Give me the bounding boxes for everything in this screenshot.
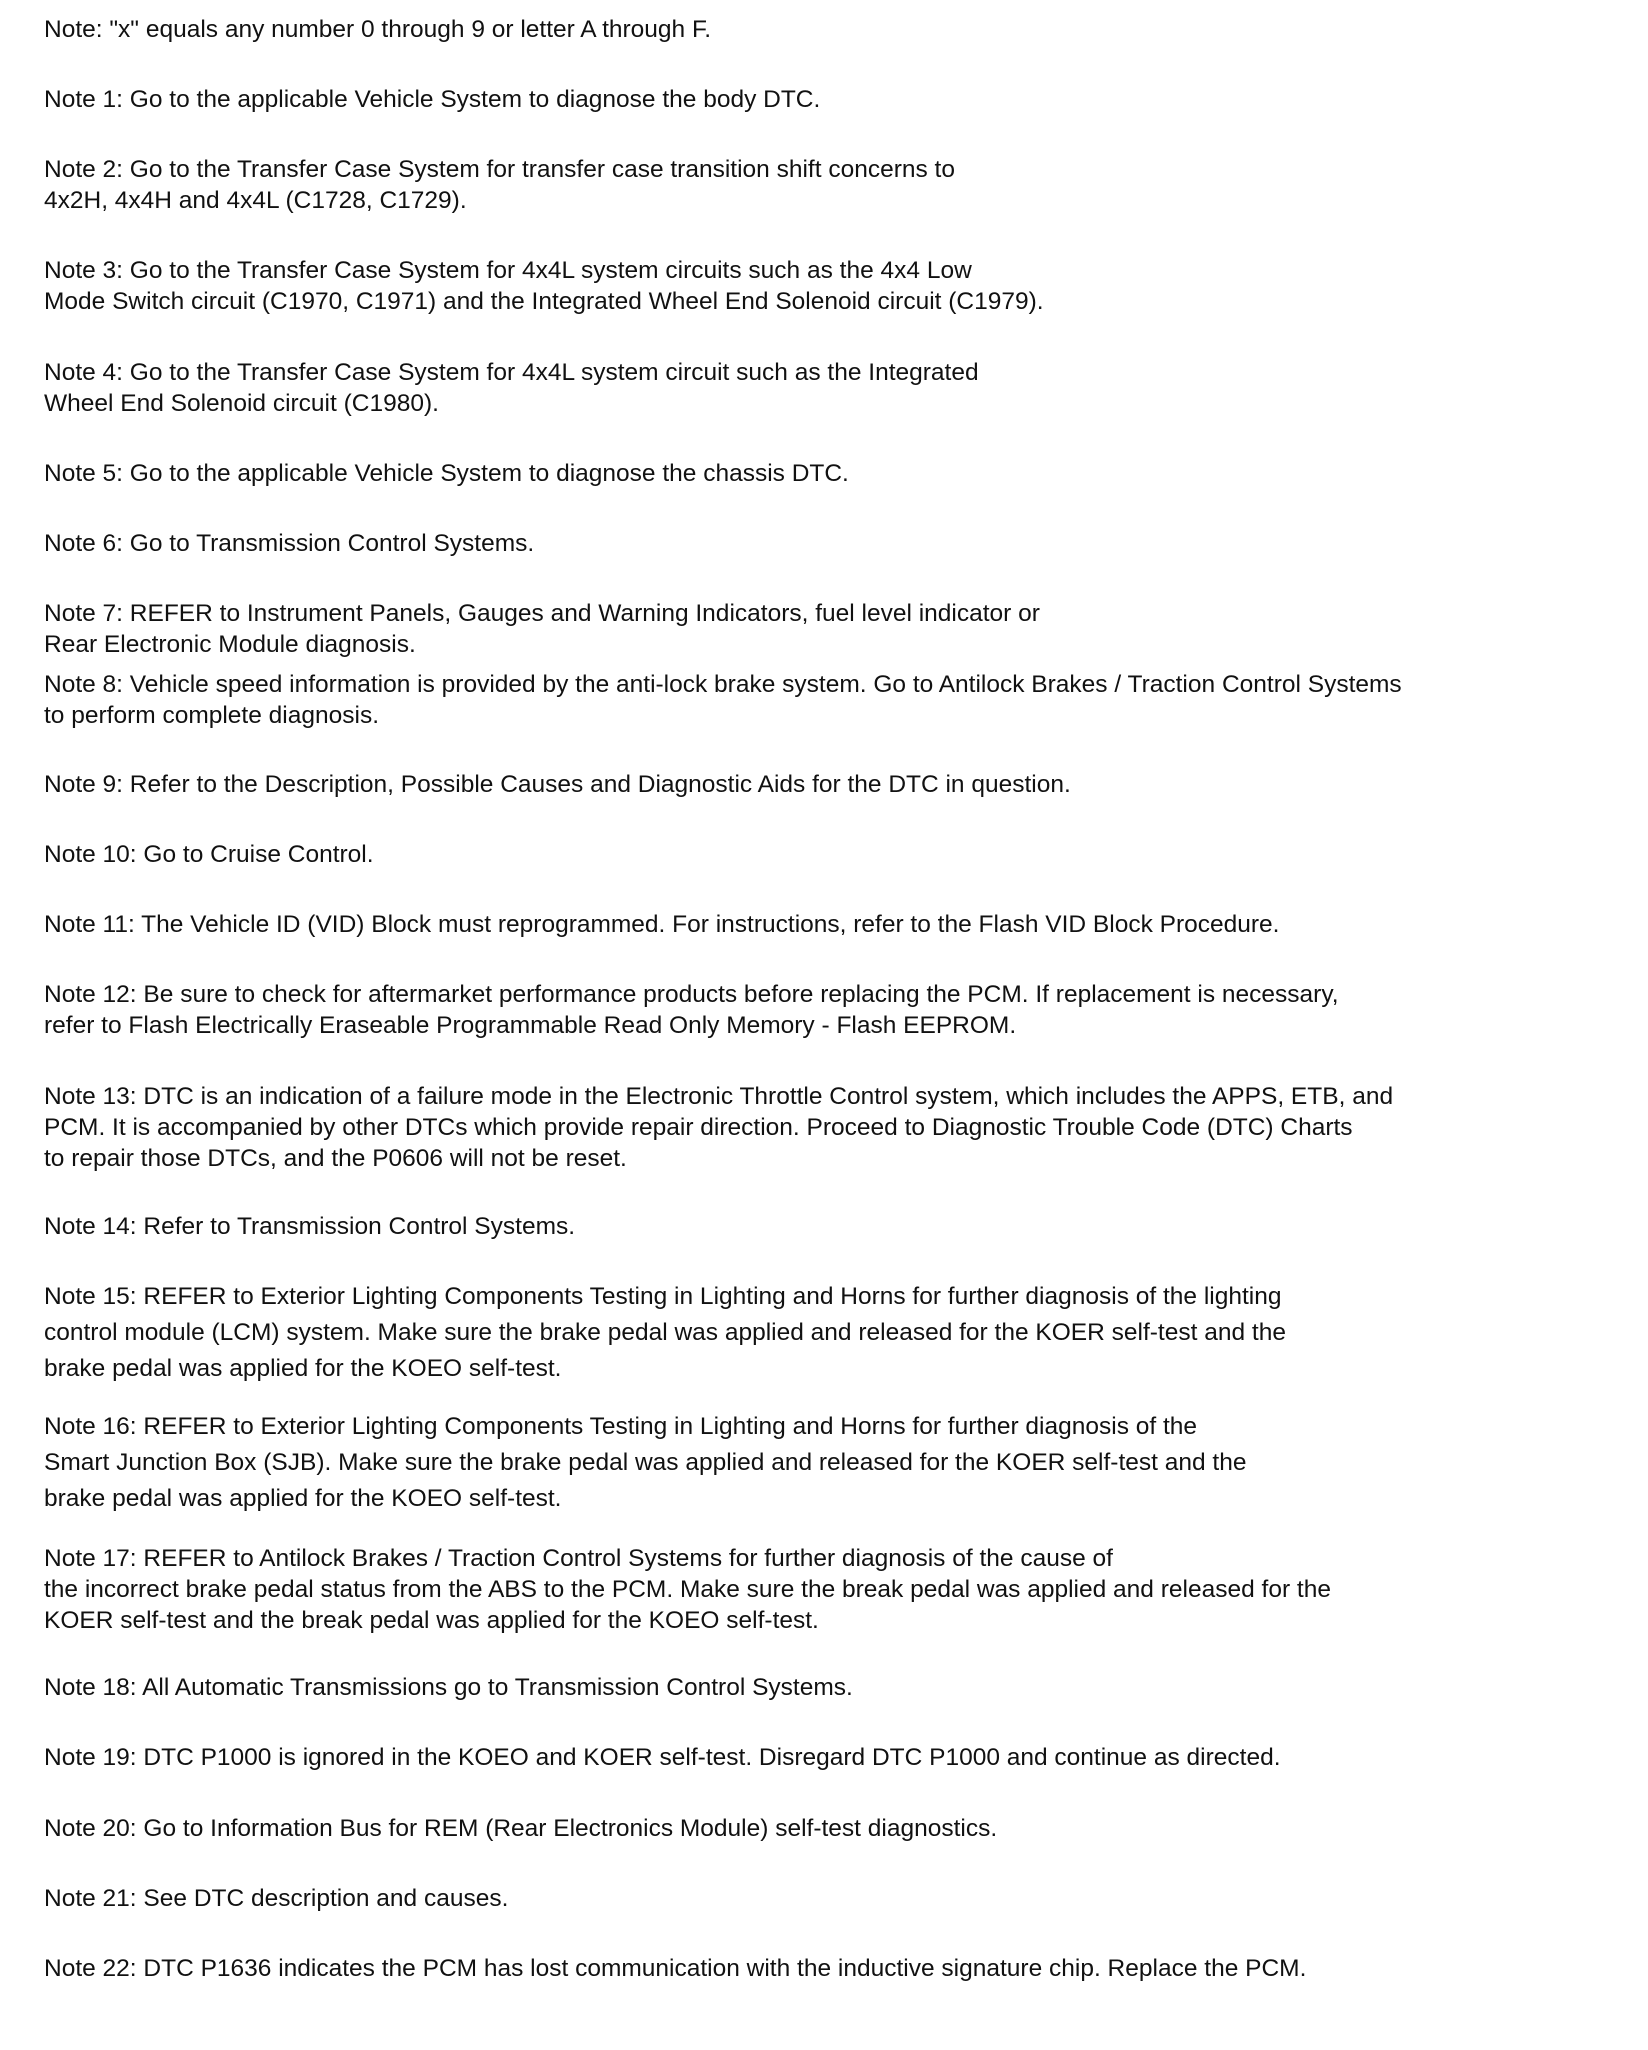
note-line: 4x2H, 4x4H and 4x4L (C1728, C1729). [44, 187, 467, 214]
note-19 [44, 1742, 1614, 1773]
note-line: to repair those DTCs, and the P0606 will not be reset. [44, 1145, 627, 1172]
note-line: to perform complete diagnosis. [44, 702, 379, 729]
note-4 [44, 357, 1614, 419]
note-6 [44, 528, 1614, 559]
note-20 [44, 1813, 1614, 1844]
note-line: brake pedal was applied for the KOEO self-test. [44, 1485, 562, 1512]
note-line: Note 20: Go to Information Bus for REM (Rear Electronics Module) self-test diagnostics. [44, 1815, 998, 1842]
note-line: refer to Flash Electrically Eraseable Programmable Read Only Memory - Flash EEPROM. [44, 1012, 1017, 1039]
note-line: control module (LCM) system. Make sure the brake pedal was applied and released for the KOER self-test and the [44, 1319, 1286, 1346]
note-line: Note 11: The Vehicle ID (VID) Block must reprogrammed. For instructions, refer to the Flash VID Block Procedure. [44, 911, 1280, 938]
note-line: Note 2: Go to the Transfer Case System for transfer case transition shift concerns to [44, 156, 955, 183]
note-line: Note 19: DTC P1000 is ignored in the KOEO and KOER self-test. Disregard DTC P1000 and continue as directed. [44, 1744, 1281, 1771]
note-line: Note 9: Refer to the Description, Possible Causes and Diagnostic Aids for the DTC in question. [44, 771, 1071, 798]
note-7 [44, 598, 1614, 660]
note-22 [44, 1953, 1614, 1984]
note-18 [44, 1672, 1614, 1703]
note-3 [44, 255, 1614, 317]
note-1 [44, 84, 1614, 115]
note-line: PCM. It is accompanied by other DTCs which provide repair direction. Proceed to Diagnostic Trouble Code (DTC) Charts [44, 1114, 1353, 1141]
note-line: Note 10: Go to Cruise Control. [44, 841, 374, 868]
note-line: Note 15: REFER to Exterior Lighting Components Testing in Lighting and Horns for further diagnosis of the lighting [44, 1283, 1282, 1310]
note-15 [44, 1281, 1614, 1384]
note-17 [44, 1543, 1614, 1636]
note-line: Note 6: Go to Transmission Control Systems. [44, 530, 535, 557]
note-line: Note 17: REFER to Antilock Brakes / Traction Control Systems for further diagnosis of the cause of [44, 1545, 1113, 1572]
note-line: Note: "x" equals any number 0 through 9 or letter A through F. [44, 16, 712, 43]
note-line: Note 4: Go to the Transfer Case System for 4x4L system circuit such as the Integrated [44, 359, 979, 386]
note-14 [44, 1211, 1614, 1242]
note-line: Note 21: See DTC description and causes. [44, 1885, 509, 1912]
note-9 [44, 769, 1614, 800]
note-line: Note 18: All Automatic Transmissions go to Transmission Control Systems. [44, 1674, 853, 1701]
note-line: Note 16: REFER to Exterior Lighting Components Testing in Lighting and Horns for further diagnosis of the [44, 1413, 1198, 1440]
note-21 [44, 1883, 1614, 1914]
note-line: Note 7: REFER to Instrument Panels, Gauges and Warning Indicators, fuel level indicator or [44, 600, 1040, 627]
note-line: brake pedal was applied for the KOEO self-test. [44, 1355, 562, 1382]
note-line: the incorrect brake pedal status from the ABS to the PCM. Make sure the break pedal was applied and released for the [44, 1576, 1331, 1603]
note-line: Rear Electronic Module diagnosis. [44, 631, 416, 658]
note-13 [44, 1081, 1614, 1174]
note-16 [44, 1411, 1614, 1514]
note-line: Smart Junction Box (SJB). Make sure the brake pedal was applied and released for the KOER self-test and the [44, 1449, 1247, 1476]
note-line: Note 13: DTC is an indication of a failure mode in the Electronic Throttle Control system, which includes the APPS, ETB, and [44, 1083, 1394, 1110]
note-line: Wheel End Solenoid circuit (C1980). [44, 390, 439, 417]
note-line: Mode Switch circuit (C1970, C1971) and the Integrated Wheel End Solenoid circuit (C1979). [44, 288, 1044, 315]
note-line: Note 14: Refer to Transmission Control Systems. [44, 1213, 576, 1240]
note-line: KOER self-test and the break pedal was applied for the KOEO self-test. [44, 1607, 819, 1634]
note-line: Note 5: Go to the applicable Vehicle System to diagnose the chassis DTC. [44, 460, 849, 487]
note-2 [44, 154, 1614, 216]
note-8 [44, 669, 1614, 731]
note-line: Note 1: Go to the applicable Vehicle System to diagnose the body DTC. [44, 86, 821, 113]
note-line: Note 8: Vehicle speed information is provided by the anti-lock brake system. Go to Antilock Brakes / Traction Control Systems [44, 671, 1402, 698]
note-10 [44, 839, 1614, 870]
note-line: Note 12: Be sure to check for aftermarket performance products before replacing the PCM. If replacement is necessary, [44, 981, 1339, 1008]
note-line: Note 3: Go to the Transfer Case System for 4x4L system circuits such as the 4x4 Low [44, 257, 972, 284]
note-12 [44, 979, 1614, 1041]
note-5 [44, 458, 1614, 489]
note-x-definition [44, 14, 1614, 45]
note-line: Note 22: DTC P1636 indicates the PCM has lost communication with the inductive signature chip. Replace the PCM. [44, 1955, 1307, 1982]
note-11 [44, 909, 1614, 940]
